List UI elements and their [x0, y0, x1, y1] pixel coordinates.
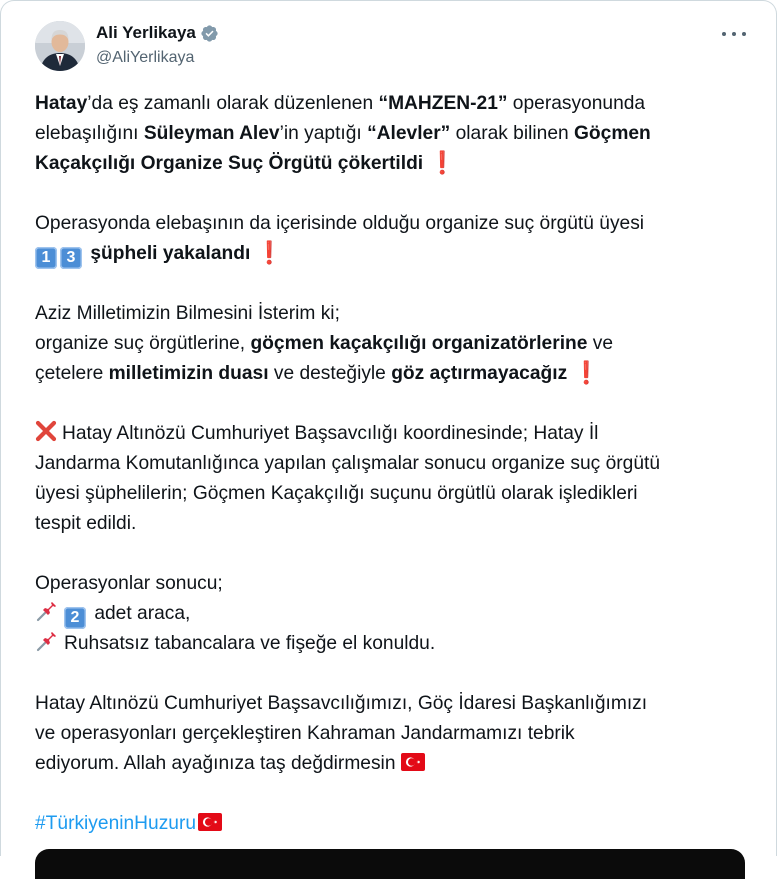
- text-line: [35, 359, 747, 389]
- bold-text: Süleyman Alev: [143, 123, 280, 144]
- text: ediyorum. Allah ayağınıza taş değdirmesin: [35, 753, 396, 774]
- text: ’da eş zamanlı olarak düzenlenen: [87, 93, 379, 114]
- text-line: [35, 629, 747, 659]
- verified-badge-icon[interactable]: [200, 24, 219, 43]
- text: çetelere: [35, 363, 109, 384]
- text: organize suç örgütlerine,: [35, 333, 251, 354]
- bold-text: Kaçakçılığı Organize Suç Örgütü çökertildi: [35, 153, 424, 174]
- bold-text: “MAHZEN-21”: [378, 93, 508, 114]
- bold-text: şüpheli yakalandı: [90, 243, 251, 264]
- paragraph-3: [35, 299, 747, 389]
- text-line: Operasyonlar sonucu;: [35, 573, 223, 594]
- text-line: Hatay Altınözü Cumhuriyet Başsavcılığımızı, Göç İdaresi Başkanlığımızı: [35, 693, 648, 714]
- text-line: Operasyonda elebaşının da içerisinde olduğu organize suç örgütü üyesi: [35, 213, 645, 234]
- text-line: üyesi şüphelilerin; Göçmen Kaçakçılığı suçunu örgütlü olarak işledikleri: [35, 483, 638, 504]
- text-line: [35, 809, 747, 839]
- text: ’in yaptığı: [279, 123, 368, 144]
- text-line: [35, 419, 747, 449]
- turkey-flag-icon: [401, 753, 425, 771]
- text: ve: [587, 333, 614, 354]
- cross-mark-icon: [35, 420, 57, 442]
- text: Ruhsatsız tabancalara ve fişeğe el konuldu.: [64, 633, 436, 654]
- text-line: [35, 119, 747, 149]
- exclamation-icon: ❗: [572, 360, 600, 385]
- media-preview[interactable]: [35, 849, 745, 879]
- paragraph-5: [35, 569, 747, 659]
- bold-text: göz açtırmayacağız: [391, 363, 568, 384]
- avatar[interactable]: [35, 21, 85, 71]
- text: operasyonunda: [507, 93, 646, 114]
- text-line: [35, 599, 747, 629]
- author-name[interactable]: Ali Yerlikaya: [96, 23, 196, 42]
- bold-text: Hatay: [35, 93, 88, 114]
- paragraph-6: [35, 689, 747, 779]
- hashtag-link[interactable]: #TürkiyeninHuzuru: [35, 813, 197, 834]
- author-name-row: [96, 23, 219, 43]
- bold-text: “Alevler”: [367, 123, 451, 144]
- text-line: [35, 89, 747, 119]
- text-line: ve operasyonları gerçekleştiren Kahraman Jandarmamızı tebrik: [35, 723, 575, 744]
- keycap-digit-icon: 1: [35, 247, 57, 269]
- text-line: [35, 149, 747, 179]
- pushpin-icon: [35, 599, 59, 623]
- post-text: [35, 89, 747, 869]
- text-line: Aziz Milletimizin Bilmesini İsterim ki;: [35, 303, 340, 324]
- paragraph-hashtag: [35, 809, 747, 839]
- text-line: Jandarma Komutanlığınca yapılan çalışmalar sonucu organize suç örgütü: [35, 453, 661, 474]
- text: adet araca,: [94, 603, 191, 624]
- text-line: [35, 749, 747, 779]
- text: olarak bilinen: [450, 123, 574, 144]
- keycap-digit-icon: 3: [60, 247, 82, 269]
- text-line: [35, 329, 747, 359]
- post-header: [35, 21, 746, 73]
- bold-text: göçmen kaçakçılığı organizatörlerine: [250, 333, 588, 354]
- dot: [742, 32, 746, 36]
- profile-photo-icon: [35, 21, 85, 71]
- paragraph-4: [35, 419, 747, 539]
- text: ve desteğiyle: [268, 363, 392, 384]
- text: Hatay Altınözü Cumhuriyet Başsavcılığı koordinesinde; Hatay İl: [62, 423, 599, 444]
- bold-text: Göçmen: [574, 123, 651, 144]
- paragraph-1: [35, 89, 747, 179]
- exclamation-icon: ❗: [255, 240, 284, 265]
- pushpin-icon: [35, 629, 59, 653]
- author-handle[interactable]: @AliYerlikaya: [96, 49, 195, 66]
- dot: [732, 32, 736, 36]
- dot: [722, 32, 726, 36]
- exclamation-icon: ❗: [428, 150, 456, 175]
- paragraph-2: [35, 209, 747, 269]
- text-line: [35, 239, 747, 269]
- text-line: tespit edildi.: [35, 513, 137, 534]
- text: elebaşılığını: [35, 123, 144, 144]
- bold-text: milletimizin duası: [108, 363, 269, 384]
- more-dots-icon[interactable]: [722, 25, 746, 43]
- turkey-flag-icon: [198, 813, 222, 831]
- keycap-digit-icon: 2: [64, 607, 86, 629]
